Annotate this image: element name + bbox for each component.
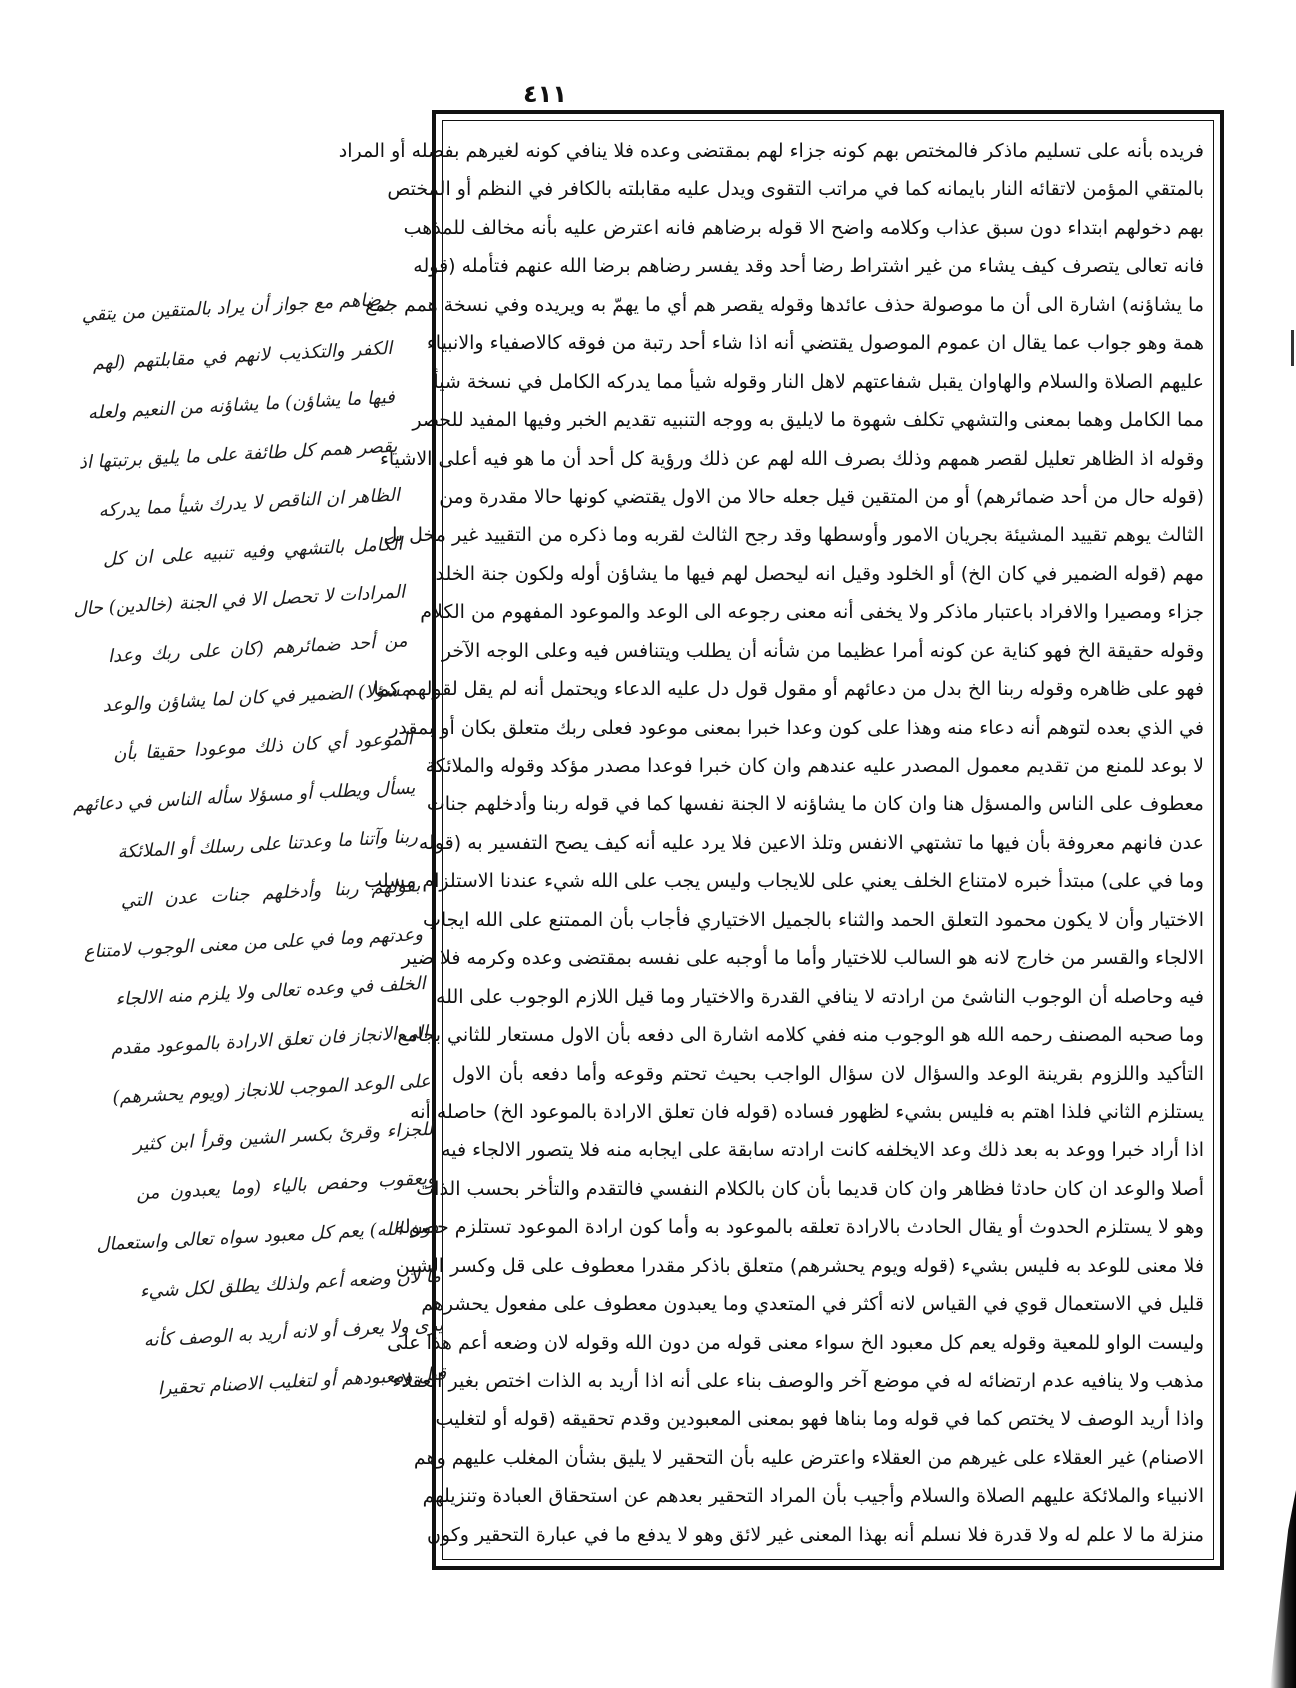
text-line: واذا أريد الوصف لا يختص كما في قوله وما بناها فهو بمعنى المعبودين وقدم تحقيقه (قوله أو لتغليب — [435, 1408, 1204, 1431]
text-line: وقوله اذ الظاهر تعليل لقصر همهم وذلك بصرف الله لهم عن ذلك ورؤية كل أحد أن ما هو فيه أعلى الاشياء — [379, 447, 1204, 470]
text-line: وهو لا يستلزم الحدوث أو يقال الحادث بالارادة تعلقه بالموعود به وأما كون ارادة الموعود تستلزم حصوله — [394, 1216, 1204, 1239]
margin-note-line: يرى ولا يعرف أو لانه أريد به الوصف كأنه — [143, 1314, 444, 1352]
text-line: لا بوعد للمنع من تقديم معمول المصدر عليه عندهم وان كان خبرا فوعدا مصدر مؤكد وقوله والملائكة — [425, 755, 1204, 777]
margin-note-line: من أحد ضمائرهم (كان على ربك وعدا — [107, 630, 409, 668]
handwritten-margin-note — [72, 283, 447, 1407]
text-line: وليست الواو للمعية وقوله يعم كل معبود الخ سواء معنى قوله من دون الله وقوله لان وضعه أعم هذا على — [387, 1331, 1204, 1354]
text-line: قليل في الاستعمال قوي في القياس لانه أكثر في المتعدي وما يعبدون معطوف على مفعول يحشرهم — [421, 1293, 1204, 1316]
text-line: مما الكامل وهما بمعنى والتشهي تكلف شهوة ما لايليق به ووجه التنبيه تقديم الخبر وفيها المفيد للحصر — [412, 409, 1204, 432]
text-line: الاختيار وأن لا يكون محمود التعلق الحمد والثناء بالجميل الاختياري فأجاب بأن الممتنع على الله ايجاب — [422, 908, 1204, 931]
text-line: الاصنام) غير العقلاء على غيرهم من العقلاء واعترض عليه بأن التحقير لا يليق بشأن المغلب عليهم وهم — [413, 1446, 1204, 1469]
text-line: مهم (قوله الضمير في كان الخ) أو الخلود وقيل انه ليحصل لهم فيها ما يشاؤن أوله ولكون جنة الخلد — [435, 562, 1204, 585]
text-line: الانبياء والملائكة عليهم الصلاة والسلام وأجيب بأن المراد التحقير بعدهم عن استحقاق العبادة وتنزيلهم — [422, 1485, 1204, 1508]
margin-note-line: الى الانجاز فان تعلق الارادة بالموعود مقدم — [110, 1021, 429, 1060]
margin-note-line: ما لان وضعه أعم ولذلك يطلق لكل شيء — [139, 1265, 442, 1303]
text-line: اذا أراد خبرا ووعد به بعد ذلك وعد الايخلفه كانت ارادته سابقة على ايجابه منه فلا يتصور الالجاء فيه — [441, 1139, 1204, 1162]
text-line: يستلزم الثاني فلذا اهتم به فليس بشيء لظهور فساده (قوله فان تعلق الارادة بالموعود الخ) حاصله أنه — [410, 1100, 1204, 1123]
text-line: الثالث يوهم تقييد المشيئة بجريان الامور وأوسطها وقد رجح الثالث لقربه وما ذكره من التقييد غير مخل بل — [383, 524, 1204, 547]
margin-note-line: الخلف في وعده تعالى ولا يلزم منه الالجاء — [114, 972, 426, 1010]
text-line: بالمتقي المؤمن لاتقائه النار بايمانه كما في مراتب التقوى ويدل عليه مقابلته بالكافر في النظم أو المختص — [387, 178, 1204, 201]
text-line: عليهم الصلاة والسلام والهاوان يقبل شفاعتهم لاهل النار وقوله شيأ مما يدركه الكامل في نسخة شيأ — [433, 370, 1204, 393]
margin-note-line: بقولهم ربنا وأدخلهم جنات عدن التي — [120, 874, 421, 912]
text-line: وما صحبه المصنف رحمه الله هو الوجوب منه ففي كلامه اشارة الى دفعه بأن الاول مستعار للثاني بجامع — [397, 1024, 1204, 1047]
margin-note-line: الظاهر ان الناقص لا يدرك شيأ مما يدركه — [98, 484, 401, 522]
commentary-text-block — [338, 134, 1204, 1552]
text-line: فانه تعالى يتصرف كيف يشاء من غير اشتراط رضا أحد وقد يفسر رضاهم برضا الله عنهم فتأمله (قوله — [413, 255, 1204, 278]
margin-note-line: ربنا وآتنا ما وعدتنا على رسلك أو الملائكة — [116, 826, 419, 863]
margin-note-line: يقصر همم كل طائفة على ما يليق برتبتها اذ — [78, 435, 398, 474]
margin-note-line: قيل ومعبودهم أو لتغليب الاصنام تحقيرا — [157, 1363, 447, 1400]
text-line: فهو على ظاهره وقوله ربنا الخ بدل من دعائهم أو مقول قول دل عليه الدعاء ويحتمل أنه لم يقل لقولهم كما — [373, 678, 1204, 701]
margin-note-line: وعدتهم وما في على من معنى الوجوب لامتناع — [83, 923, 424, 963]
margin-note-line: الموعود أي كان ذلك موعودا حقيقا بأن — [112, 728, 414, 766]
text-line: التأكيد واللزوم بقرينة الوعد والسؤال لان سؤال الواجب بحيث تحتم وقوعه وأما دفعه بأن الاول — [452, 1062, 1204, 1085]
margin-note-line: رضاهم مع جواز أن يراد بالمتقين من يتقي — [81, 288, 391, 327]
margin-note-line: الكامل بالتشهي وفيه تنبيه على ان كل — [102, 533, 403, 570]
page-edge-mark — [1291, 330, 1294, 366]
text-line: بهم دخولهم ابتداء دون سبق عذاب وكلامه واضح الا قوله برضاهم فانه اعترض عليه بأنه مخالف للمذهب — [403, 216, 1204, 239]
margin-note-line: مسؤلا) الضمير في كان لما يشاؤن والوعد — [102, 679, 411, 717]
text-line: معطوف على الناس والمسؤل هنا وان كان ما يشاؤنه لا الجنة نفسها كما في قوله ربنا وأدخلهم جنات — [426, 793, 1204, 816]
page-edge-shadow — [1270, 1490, 1296, 1688]
text-line: ما يشاؤنه) اشارة الى أن ما موصولة حذف عائدها وقوله يقصر هم أي ما يهمّ به ويريده وفي نسخة همم جمع — [365, 293, 1204, 316]
text-line: (قوله حال من أحد ضمائرهم) أو من المتقين قيل جعله حالا من الاول يقتضي كونها حالا مقدرة ومن — [439, 485, 1204, 508]
margin-note-line: المرادات لا تحصل الا في الجنة (خالدين) حال — [72, 581, 406, 621]
text-line: منزلة ما لا علم له ولا قدرة فلا نسلم أنه بهذا المعنى غير لائق وهو لا يدفع ما في عبارة التحقير وكون — [426, 1523, 1204, 1546]
text-line: وما في على) مبتدأ خبره لامتناع الخلف يعني على للايجاب وليس يجب على الله شيء عندنا الاستلزام مسلب — [364, 870, 1204, 893]
page-number: ٤١١ — [523, 80, 567, 108]
text-line: فيه وحاصله أن الوجوب الناشئ من ارادته لا ينافي القدرة والاختيار وما قيل اللازم الوجوب على الله — [435, 985, 1204, 1008]
margin-note-line: يسأل ويطلب أو مسؤلا سأله الناس في دعائهم — [72, 777, 416, 817]
text-line: فريده بأنه على تسليم ماذكر فالمختص بهم كونه جزاء لهم بمقتضى وعده فلا ينافي كونه لغيرهم بفضله أو المراد — [338, 140, 1204, 162]
text-line: فلا معنى للوعد به فليس بشيء (قوله ويوم يحشرهم) متعلق باذكر مقدرا معطوف على قل وكسر الشين — [395, 1254, 1204, 1277]
text-line: عدن فانهم معروفة بأن فيها ما تشتهي الانفس وتلذ الاعين فلا يرد عليه أنه كيف يصح التفسير به (قوله — [418, 831, 1204, 854]
text-line: همة وهو جواب عما يقال ان عموم الموصول يقتضي أنه اذا شاء أحد رتبة من فوقه كالاصفياء والانبياء — [426, 332, 1204, 355]
text-line: جزاء ومصيرا والافراد باعتبار ماذكر ولا يخفى أنه معنى رجوعه الى الوعد والموعود المفهوم من الكلام — [420, 601, 1204, 624]
text-line: أصلا والوعد ان كان حادثا فظاهر وان كان قديما بأن كان بالكلام النفسي فالتقدم والتأخر بحسب الذات — [416, 1177, 1204, 1200]
text-line: في الذي بعده لتوهم أنه دعاء منه وهذا على كون وعدا خبرا بمعنى موعود فعلى ربك متعلق بكان أو بمقدر — [389, 716, 1204, 739]
text-line: مذهب ولا ينافيه عدم ارتضائه له في موضع آخر والوصف بناء على أنه اذا أريد به الذات اختص بغير العقلاء — [392, 1370, 1204, 1392]
margin-note-line: على الوعد الموجب للانجاز (ويوم يحشرهم) — [111, 1070, 432, 1108]
margin-note-line: للجزاء وقرئ بكسر الشين وقرأ ابن كثير — [132, 1119, 434, 1156]
text-line: الالجاء والقسر من خارج لانه هو السالب للاختيار وأما ما أوجبه على نفسه بمقتضى وعده وكرمه فلا ضير — [401, 947, 1204, 970]
margin-note-line: الكفر والتكذيب لانهم في مقابلتهم (لهم — [92, 337, 393, 375]
text-line: وقوله حقيقة الخ فهو كناية عن كونه أمرا عظيما من شأنه أن يطلب ويتنافس فيه وعلى الوجه الآخر — [441, 639, 1204, 662]
margin-note-line: ويعقوب وحفص بالياء (وما يعبدون من — [135, 1168, 437, 1205]
margin-note-line: دون الله) يعم كل معبود سواه تعالى واستعمال — [95, 1216, 439, 1256]
margin-note-line: فيها ما يشاؤن) ما يشاؤنه من النعيم ولعله — [87, 386, 396, 424]
